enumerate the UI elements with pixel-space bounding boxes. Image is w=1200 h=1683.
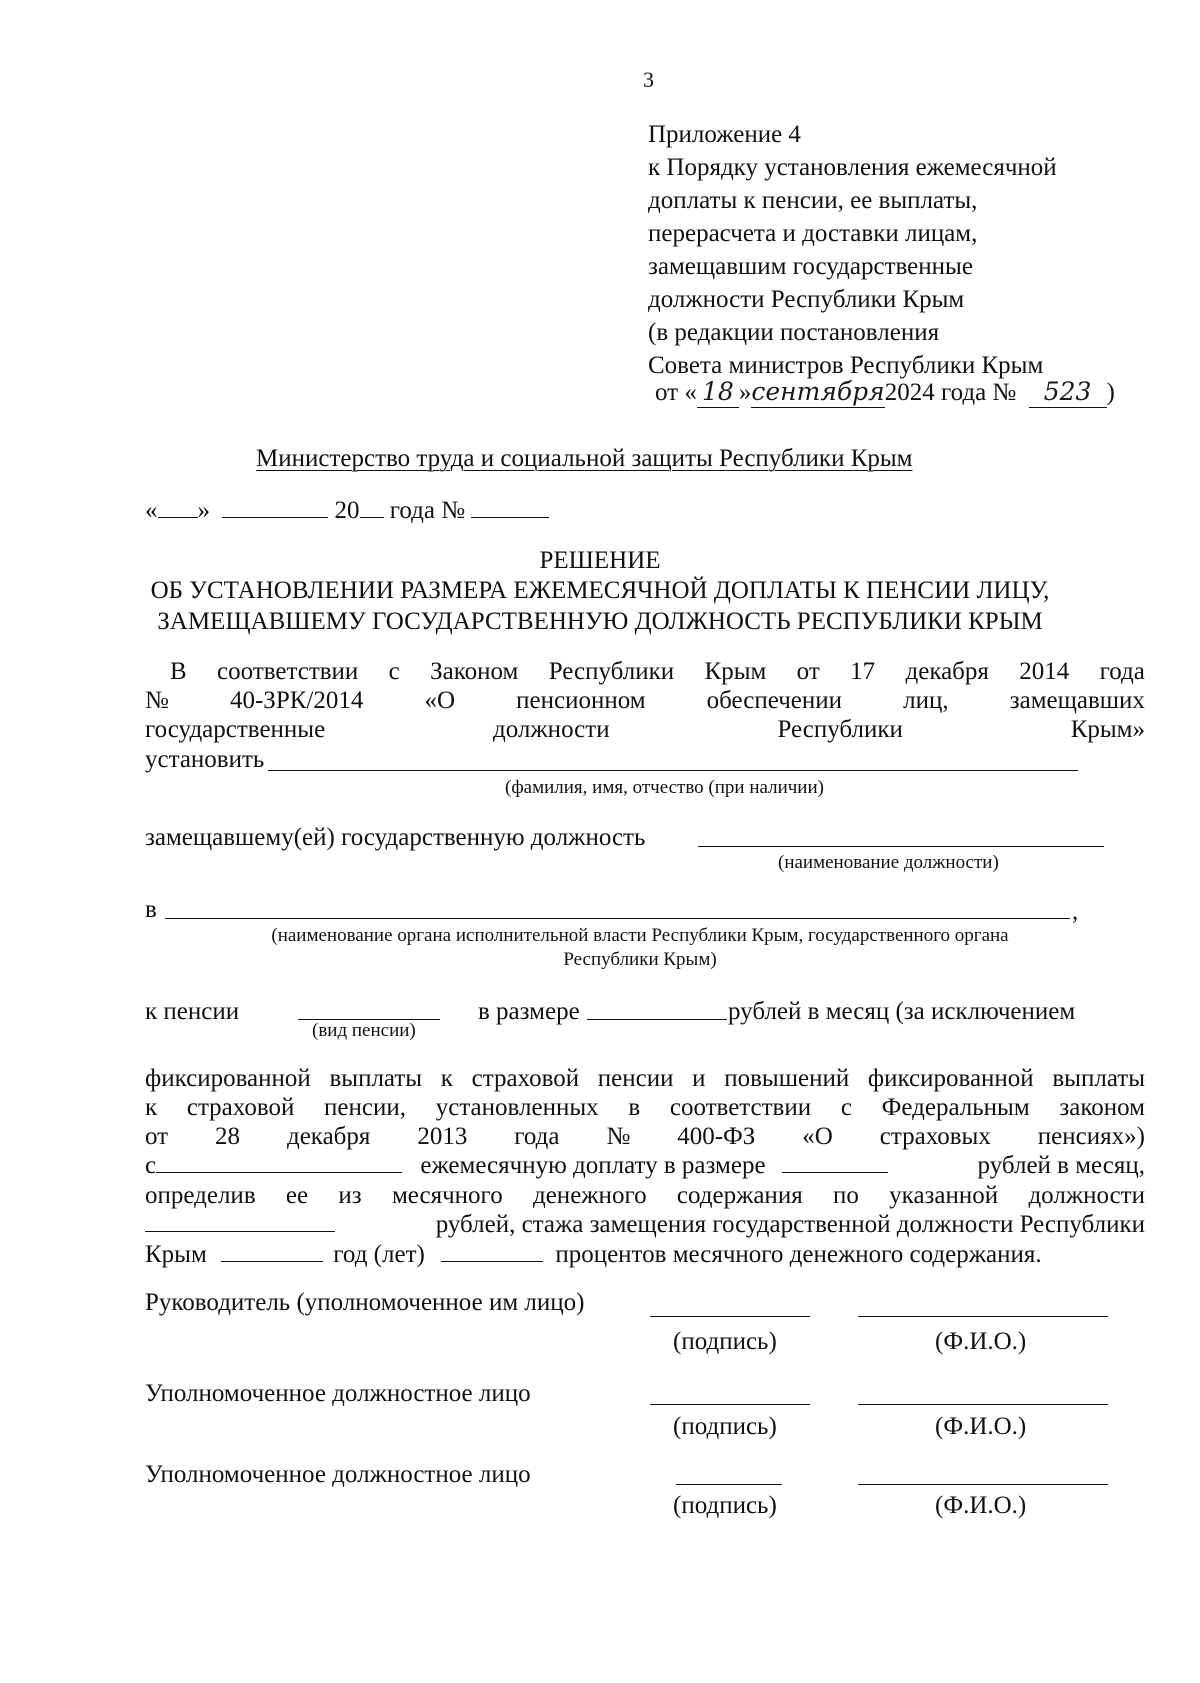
date-prefix: от « — [655, 379, 697, 406]
month-blank — [222, 497, 328, 518]
date-number: 523 — [1029, 376, 1107, 408]
supplement-blank — [782, 1152, 888, 1173]
fio-signature-blank — [858, 1484, 1108, 1485]
organ-comma: , — [1072, 898, 1079, 925]
signature-blank — [650, 1316, 810, 1317]
organ-prefix: в — [145, 896, 157, 923]
pension-size-blank — [587, 1019, 727, 1020]
intro-line-3: государственные должности Республики Крым» — [145, 716, 1145, 743]
intro-line-1: В соответствии с Законом Республики Крым от 17 декабря 2014 года — [170, 658, 1145, 685]
pension-rub-text: рублей в месяц (за исключением — [728, 998, 1076, 1025]
body-line-7: Крым год (лет) процентов месячного денежного содержания. — [145, 1241, 1042, 1268]
number-blank — [471, 497, 549, 518]
fio-caption: (фамилия, имя, отчество (при наличии) — [505, 777, 824, 798]
establish-label: установить — [145, 746, 265, 773]
appendix-line: Приложение 4 — [648, 121, 801, 148]
appendix-line: должности Республики Крым — [648, 286, 965, 313]
body-line-5: определив ее из месячного денежного содержания по указанной должности — [145, 1182, 1145, 1209]
year-blank — [360, 497, 384, 518]
sign-caption: (подпись) — [673, 1492, 777, 1519]
organ-blank — [165, 918, 1070, 919]
body-line-3: от 28 декабря 2013 года № 400-ФЗ «О страховых пенсиях») — [145, 1123, 1145, 1150]
appendix-line: перерасчета и доставки лицам, — [648, 220, 978, 247]
organ-caption: Республики Крым) — [563, 949, 717, 970]
percent-blank — [441, 1241, 543, 1262]
date-day: 18 — [697, 376, 739, 408]
date-sep: » — [738, 379, 752, 406]
body-line-1: фиксированной выплаты к страховой пенсии и повышений фиксированной выплаты — [145, 1065, 1145, 1092]
position-label: замещавшему(ей) государственную должность — [145, 824, 646, 851]
fio-caption: (Ф.И.О.) — [935, 1413, 1027, 1440]
signature-label: Уполномоченное должностное лицо — [145, 1461, 531, 1488]
signature-label: Руководитель (уполномоченное им лицо) — [145, 1289, 585, 1316]
date-year: 2024 года № — [884, 379, 1017, 406]
sign-caption: (подпись) — [673, 1328, 777, 1355]
pension-size-label: в размере — [478, 998, 580, 1025]
pension-label: к пенсии — [145, 998, 240, 1025]
appendix-block — [648, 118, 1057, 382]
fio-signature-blank — [858, 1404, 1108, 1405]
fio-caption: (Ф.И.О.) — [935, 1328, 1027, 1355]
appendix-line: Совета министров Республики Крым — [648, 352, 1044, 379]
day-blank — [158, 497, 198, 518]
fio-blank — [268, 770, 1078, 771]
body-line-2: к страховой пенсии, установленных в соответствии с Федеральным законом — [145, 1094, 1145, 1121]
fio-signature-blank — [858, 1316, 1108, 1317]
ministry-name: Министерство труда и социальной защиты Республики Крым — [256, 445, 913, 472]
title-line: ЗАМЕЩАВШЕМУ ГОСУДАРСТВЕННУЮ ДОЛЖНОСТЬ РЕСПУБЛИКИ КРЫМ — [157, 608, 1043, 635]
salary-blank — [145, 1211, 335, 1232]
position-caption: (наименование должности) — [778, 852, 999, 873]
date-month: сентября — [751, 376, 884, 408]
organ-caption: (наименование органа исполнительной власти Республики Крым, государственного органа — [271, 925, 1009, 946]
page-number: 3 — [643, 67, 654, 92]
fio-caption: (Ф.И.О.) — [935, 1492, 1027, 1519]
date-close: ) — [1106, 379, 1115, 406]
from-date-blank — [156, 1152, 402, 1173]
appendix-line: доплаты к пенсии, ее выплаты, — [648, 187, 978, 214]
intro-line-2: № 40-ЗРК/2014 «О пенсионном обеспечении лиц, замещавших — [145, 687, 1145, 714]
years-blank — [221, 1241, 323, 1262]
pension-kind-caption: (вид пенсии) — [312, 1020, 416, 1041]
title-line: РЕШЕНИЕ — [539, 547, 661, 574]
appendix-line: замещавшим государственные — [648, 253, 973, 280]
title-line: ОБ УСТАНОВЛЕНИИ РАЗМЕРА ЕЖЕМЕСЯЧНОЙ ДОПЛАТЫ К ПЕНСИИ ЛИЦУ, — [150, 577, 1050, 604]
appendix-line: (в редакции постановления — [648, 319, 940, 346]
signature-label: Уполномоченное должностное лицо — [145, 1380, 531, 1407]
signature-blank — [676, 1484, 782, 1485]
sign-caption: (подпись) — [673, 1413, 777, 1440]
position-blank — [698, 846, 1104, 847]
appendix-line: к Порядку установления ежемесячной — [648, 154, 1057, 181]
body-line-4: с ежемесячную доплату в размере рублей в месяц, — [145, 1152, 1145, 1179]
decision-date: « » 20 года № — [145, 495, 549, 526]
appendix-date-line — [655, 376, 1115, 408]
signature-blank — [650, 1404, 810, 1405]
body-line-6: рублей, стажа замещения государственной должности Республики — [145, 1209, 1145, 1240]
